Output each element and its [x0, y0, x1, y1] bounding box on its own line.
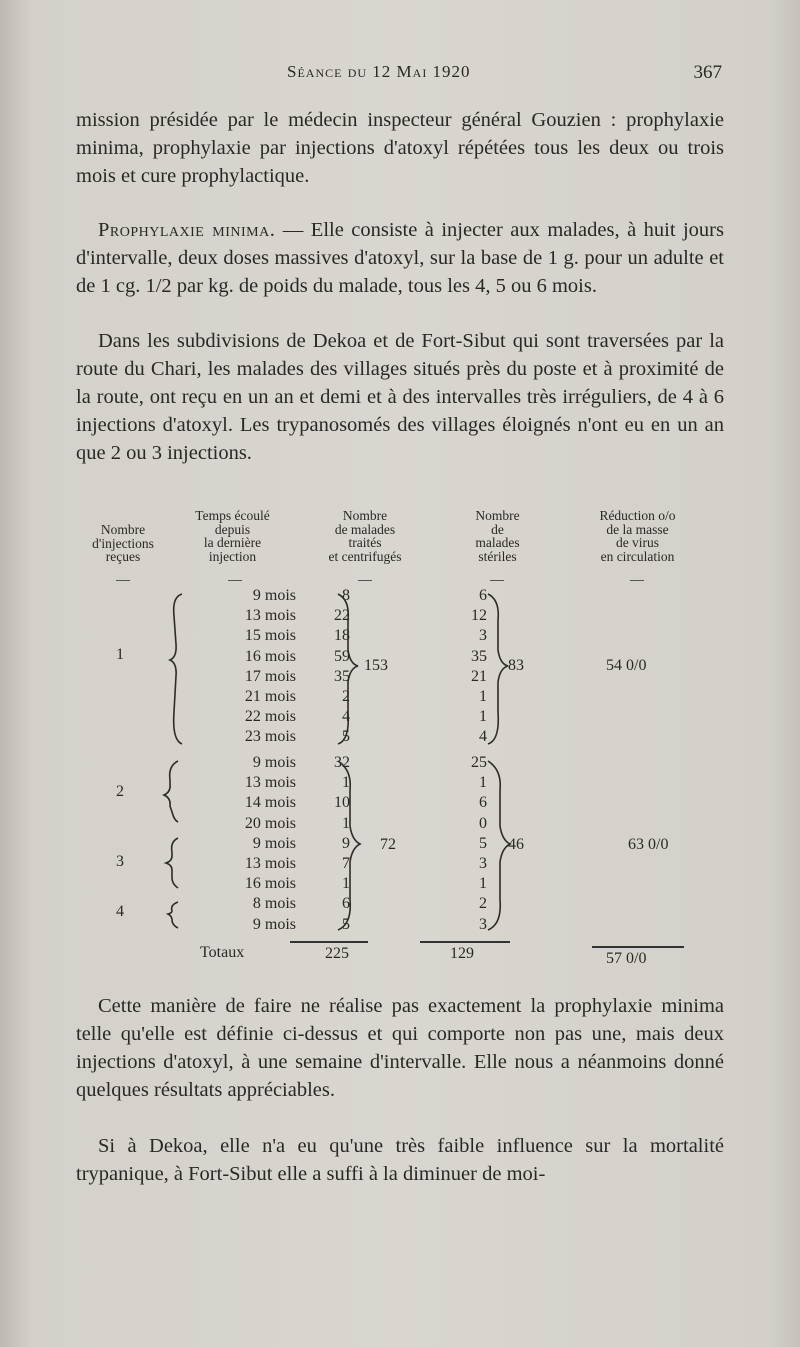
injection-count: 4: [116, 903, 124, 920]
header-nombre-injections: Nombre d'injections reçues: [92, 522, 154, 564]
cell-temps: 15 mois: [244, 627, 296, 645]
cell-traites: 18: [334, 627, 350, 645]
cell-traites: 2: [342, 688, 350, 705]
group-total-steriles: 83: [508, 657, 524, 674]
cell-traites: 5: [342, 915, 350, 933]
header-reduction: Réduction o/o de la masse de virus en circulation: [599, 508, 676, 564]
cell-traites: 32: [334, 754, 350, 771]
right-brace: [488, 761, 510, 930]
cell-temps: 13 mois: [244, 774, 296, 792]
cell-temps: 13 mois: [244, 607, 296, 625]
paragraph-6-text: Si à Dekoa, elle n'a eu qu'une très faible influence sur la mortalité trypanique, à Fort-Sibut elle a suffi à la diminuer de moi-: [76, 1135, 724, 1185]
cell-traites: 7: [342, 855, 350, 872]
cell-traites: 9: [342, 834, 350, 852]
paragraph-5: [76, 992, 724, 1104]
right-brace: [338, 594, 358, 744]
cell-steriles: 1: [479, 708, 487, 726]
cell-traites: 4: [342, 708, 350, 726]
header-temps-ecoule: Temps écoulé depuis la dernière injection: [195, 508, 270, 564]
left-brace: [164, 761, 178, 822]
group-reduction: 54 0/0: [606, 657, 647, 674]
cell-temps: 9 mois: [252, 834, 296, 852]
group-total-steriles: 46: [508, 836, 524, 853]
cell-temps: 16 mois: [244, 875, 296, 893]
cell-temps: 22 mois: [244, 708, 296, 726]
cell-traites: 35: [334, 667, 350, 685]
total-steriles: 129: [450, 945, 474, 962]
group-total-traites: 72: [380, 836, 396, 853]
right-brace: [488, 594, 508, 744]
injection-count: 1: [116, 646, 124, 663]
cell-traites: 6: [342, 895, 350, 913]
cell-steriles: 25: [471, 754, 487, 771]
cell-temps: 23 mois: [244, 728, 296, 746]
cell-traites: 1: [342, 814, 350, 832]
cell-steriles: 1: [479, 774, 487, 792]
cell-traites: 10: [334, 794, 350, 812]
cell-temps: 14 mois: [244, 794, 296, 812]
injection-count: 3: [116, 853, 124, 870]
left-brace: [170, 594, 182, 744]
paragraph-5-text: Cette manière de faire ne réalise pas exactement la prophylaxie minima telle qu'elle est définie ci-dessus et qui comporte non pas une, mais deux injections d'atoxyl, à une semaine d'intervalle. Elle nous a néanmoins donné quelques résultats appréciables.: [76, 995, 724, 1101]
cell-temps: 13 mois: [244, 855, 296, 872]
cell-steriles: 6: [479, 794, 487, 812]
paragraph-6: [76, 1132, 724, 1188]
paragraph-2-body: — Elle consiste à injecter aux malades, à huit jours d'intervalle, deux doses massives d'atoxyl, sur la base de 1 g. pour un adulte et de 1 cg. 1/2 par kg. de poids du malade, tous les 4, 5 ou 6 mois.: [76, 219, 724, 297]
cell-traites: 8: [342, 587, 350, 604]
cell-steriles: 6: [479, 587, 487, 604]
group-reduction: 63 0/0: [628, 836, 669, 853]
cell-temps: 9 mois: [252, 587, 296, 604]
section-lead: Prophylaxie minima.: [98, 219, 276, 241]
group-total-traites: 153: [364, 657, 388, 674]
injection-count: 2: [116, 783, 124, 800]
cell-steriles: 1: [479, 688, 487, 705]
cell-temps: 21 mois: [244, 688, 296, 705]
cell-traites: 1: [342, 774, 350, 792]
left-brace: [166, 838, 178, 888]
cell-temps: 20 mois: [244, 814, 296, 832]
total-reduction: 57 0/0: [606, 950, 647, 967]
cell-steriles: 3: [479, 915, 487, 933]
cell-steriles: 3: [479, 627, 487, 645]
page-number: 367: [693, 62, 722, 83]
cell-steriles: 1: [479, 875, 487, 893]
cell-steriles: 2: [479, 895, 487, 913]
paragraph-3-text: Dans les subdivisions de Dekoa et de Fort-Sibut qui sont traversées par la route du Chari, les malades des villages situés près du poste et à proximité de la route, ont reçu en un an et demi et à des intervalles très irréguliers, de 4 à 6 injections d'atoxyl. Les trypanosomés des villages éloignés n'ont eu en un an que 2 ou 3 injections.: [76, 330, 724, 464]
cell-temps: 16 mois: [244, 647, 296, 665]
cell-traites: 22: [334, 607, 350, 625]
paragraph-1: mission présidée par le médecin inspecteur général Gouzien : prophylaxie minima, prophylaxie par injections d'atoxyl répétées tous les deux ou trois mois et cure prophylactique.: [76, 109, 724, 187]
cell-traites: 5: [342, 728, 350, 746]
header-nombre-steriles: Nombre de malades stériles: [475, 508, 520, 564]
total-rule: [290, 941, 368, 943]
cell-temps: 9 mois: [252, 915, 296, 933]
cell-steriles: 12: [471, 607, 487, 625]
cell-steriles: 35: [471, 647, 487, 665]
cell-steriles: 3: [479, 855, 487, 872]
cell-steriles: 5: [479, 834, 487, 852]
right-brace: [338, 761, 360, 930]
total-rule: [420, 941, 510, 943]
cell-steriles: 4: [479, 728, 487, 746]
header-title: Séance du 12 Mai 1920: [287, 62, 471, 81]
header-nombre-traites: Nombre de malades traités et centrifugés: [328, 508, 402, 564]
cell-temps: 8 mois: [252, 895, 296, 913]
cell-traites: 59: [334, 647, 350, 665]
cell-steriles: 21: [471, 667, 487, 685]
cell-traites: 1: [342, 875, 350, 893]
total-traites: 225: [325, 945, 349, 962]
left-brace: [168, 902, 178, 928]
total-rule: [592, 946, 684, 948]
cell-steriles: 0: [479, 814, 487, 832]
cell-temps: 9 mois: [252, 754, 296, 771]
totals-label: Totaux: [200, 944, 245, 961]
cell-temps: 17 mois: [244, 667, 296, 685]
